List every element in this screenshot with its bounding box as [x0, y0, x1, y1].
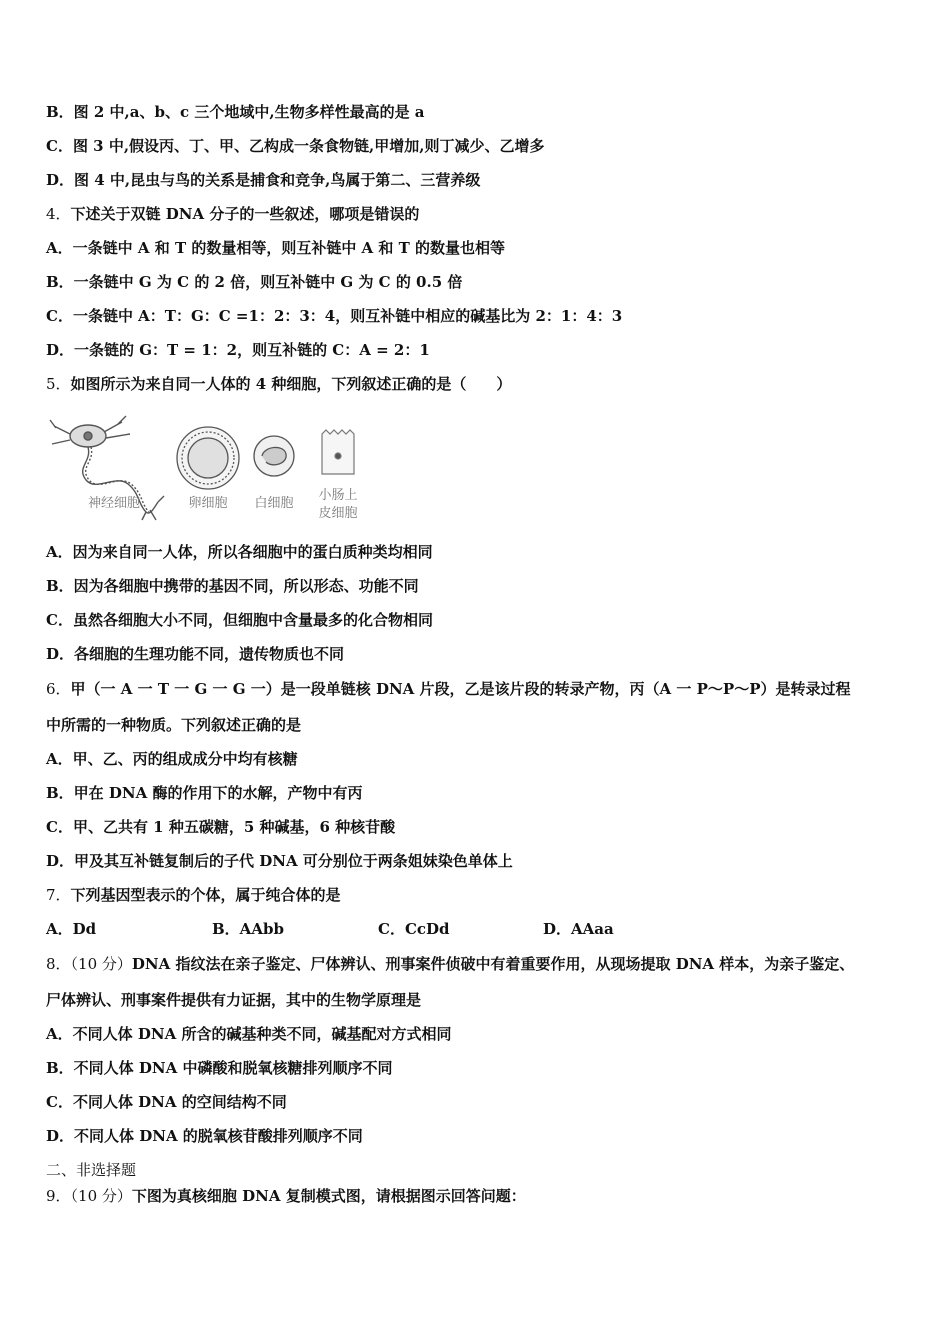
- q5-number: 5．: [46, 375, 71, 393]
- q9-stem-text: 下图为真核细胞 DNA 复制模式图，请根据图示回答问题：: [131, 1187, 526, 1205]
- q7-option-a: A．Dd: [46, 920, 97, 938]
- q9-score: （10 分）: [70, 1187, 132, 1205]
- q3-option-c: C．图 3 中,假设丙、丁、甲、乙构成一条食物链,甲增加,则丁减少、乙增多: [46, 137, 545, 155]
- q8-option-c: C．不同人体 DNA 的空间结构不同: [46, 1093, 287, 1111]
- q6-option-d: D．甲及其互补链复制后的子代 DNA 可分别位于两条姐妹染色单体上: [46, 852, 513, 870]
- q4-option-c: C．一条链中 A：T：G：C =1：2：3：4，则互补链中相应的碱基比为 2：1：4：3: [46, 307, 623, 325]
- q8-option-a: A．不同人体 DNA 所含的碱基种类不同，碱基配对方式相同: [46, 1025, 452, 1043]
- q8-option-b: B．不同人体 DNA 中磷酸和脱氧核糖排列顺序不同: [46, 1059, 393, 1077]
- q8-score: （10 分）: [70, 955, 132, 973]
- q5-stem: [46, 374, 920, 394]
- q8-number: 8．: [46, 955, 71, 973]
- q5-option-a: A．因为来自同一人体，所以各细胞中的蛋白质种类均相同: [46, 543, 433, 561]
- white-blood-cell-drawing: [254, 436, 294, 476]
- white-blood-cell-label: 白细胞: [254, 496, 294, 511]
- q7-option-b: B．AAbb: [212, 920, 284, 938]
- q6-stem-text-1: 甲（一 A 一 T 一 G 一 G 一）是一段单链核 DNA 片段，乙是该片段的转录产物，丙（A 一 P～P～P）是转录过程: [70, 680, 851, 698]
- q6-option-b: B．甲在 DNA 酶的作用下的水解，产物中有丙: [46, 784, 363, 802]
- q8-stem-line1: [46, 954, 920, 974]
- q9-number: 9．: [46, 1187, 71, 1205]
- q6-stem-line1: [46, 679, 920, 699]
- intestinal-cell-drawing: [322, 430, 354, 474]
- section-heading: 二、非选择题: [46, 1161, 137, 1179]
- q4-stem: [46, 204, 920, 224]
- q8-stem-text-1: DNA 指纹法在亲子鉴定、尸体辨认、刑事案件侦破中有着重要作用，从现场提取 DNA 样本，为亲子鉴定、: [131, 955, 855, 973]
- q7-option-d: D．AAaa: [543, 920, 614, 938]
- q4-stem-text: 下述关于双链 DNA 分子的一些叙述，哪项是错误的: [70, 205, 420, 223]
- q7-number: 7．: [46, 886, 71, 904]
- q7-stem: [46, 885, 920, 905]
- q8-option-d: D．不同人体 DNA 的脱氧核苷酸排列顺序不同: [46, 1127, 363, 1145]
- q5-option-b: B．因为各细胞中携带的基因不同，所以形态、功能不同: [46, 577, 419, 595]
- q6-number: 6．: [46, 680, 71, 698]
- q6-stem-line2: 中所需的一种物质。下列叙述正确的是: [46, 716, 302, 734]
- q8-stem-line2: 尸体辨认、刑事案件提供有力证据，其中的生物学原理是: [46, 991, 422, 1009]
- neuron-label: 神经细胞: [87, 496, 140, 511]
- q7-option-c: C．CcDd: [378, 920, 450, 938]
- q5-option-d: D．各细胞的生理功能不同，遗传物质也不同: [46, 645, 345, 663]
- q5-option-c: C．虽然各细胞大小不同，但细胞中含量最多的化合物相同: [46, 611, 433, 629]
- q7-stem-text: 下列基因型表示的个体，属于纯合体的是: [70, 886, 341, 904]
- q3-option-b: B．图 2 中,a、b、c 三个地域中,生物多样性最高的是 a: [46, 103, 425, 121]
- q6-option-a: A．甲、乙、丙的组成成分中均有核糖: [46, 750, 298, 768]
- cells-figure: [46, 412, 376, 532]
- q4-option-d: D．一条链的 G：T = 1：2，则互补链的 C：A = 2：1: [46, 341, 430, 359]
- egg-cell-drawing: [177, 427, 239, 489]
- intestinal-cell-label-line1: 小肠上: [318, 488, 358, 503]
- egg-cell-label: 卵细胞: [188, 496, 228, 511]
- q9-stem: [46, 1186, 920, 1206]
- q4-option-b: B．一条链中 G 为 C 的 2 倍，则互补链中 G 为 C 的 0.5 倍: [46, 273, 463, 291]
- q3-option-d: D．图 4 中,昆虫与鸟的关系是捕食和竞争,鸟属于第二、三营养级: [46, 171, 481, 189]
- q4-option-a: A．一条链中 A 和 T 的数量相等，则互补链中 A 和 T 的数量也相等: [46, 239, 506, 257]
- q4-number: 4．: [46, 205, 71, 223]
- intestinal-cell-label-line2: 皮细胞: [318, 506, 358, 521]
- q5-stem-text: 如图所示为来自同一人体的 4 种细胞，下列叙述正确的是（ ）: [70, 375, 512, 393]
- q6-option-c: C．甲、乙共有 1 种五碳糖，5 种碱基，6 种核苷酸: [46, 818, 396, 836]
